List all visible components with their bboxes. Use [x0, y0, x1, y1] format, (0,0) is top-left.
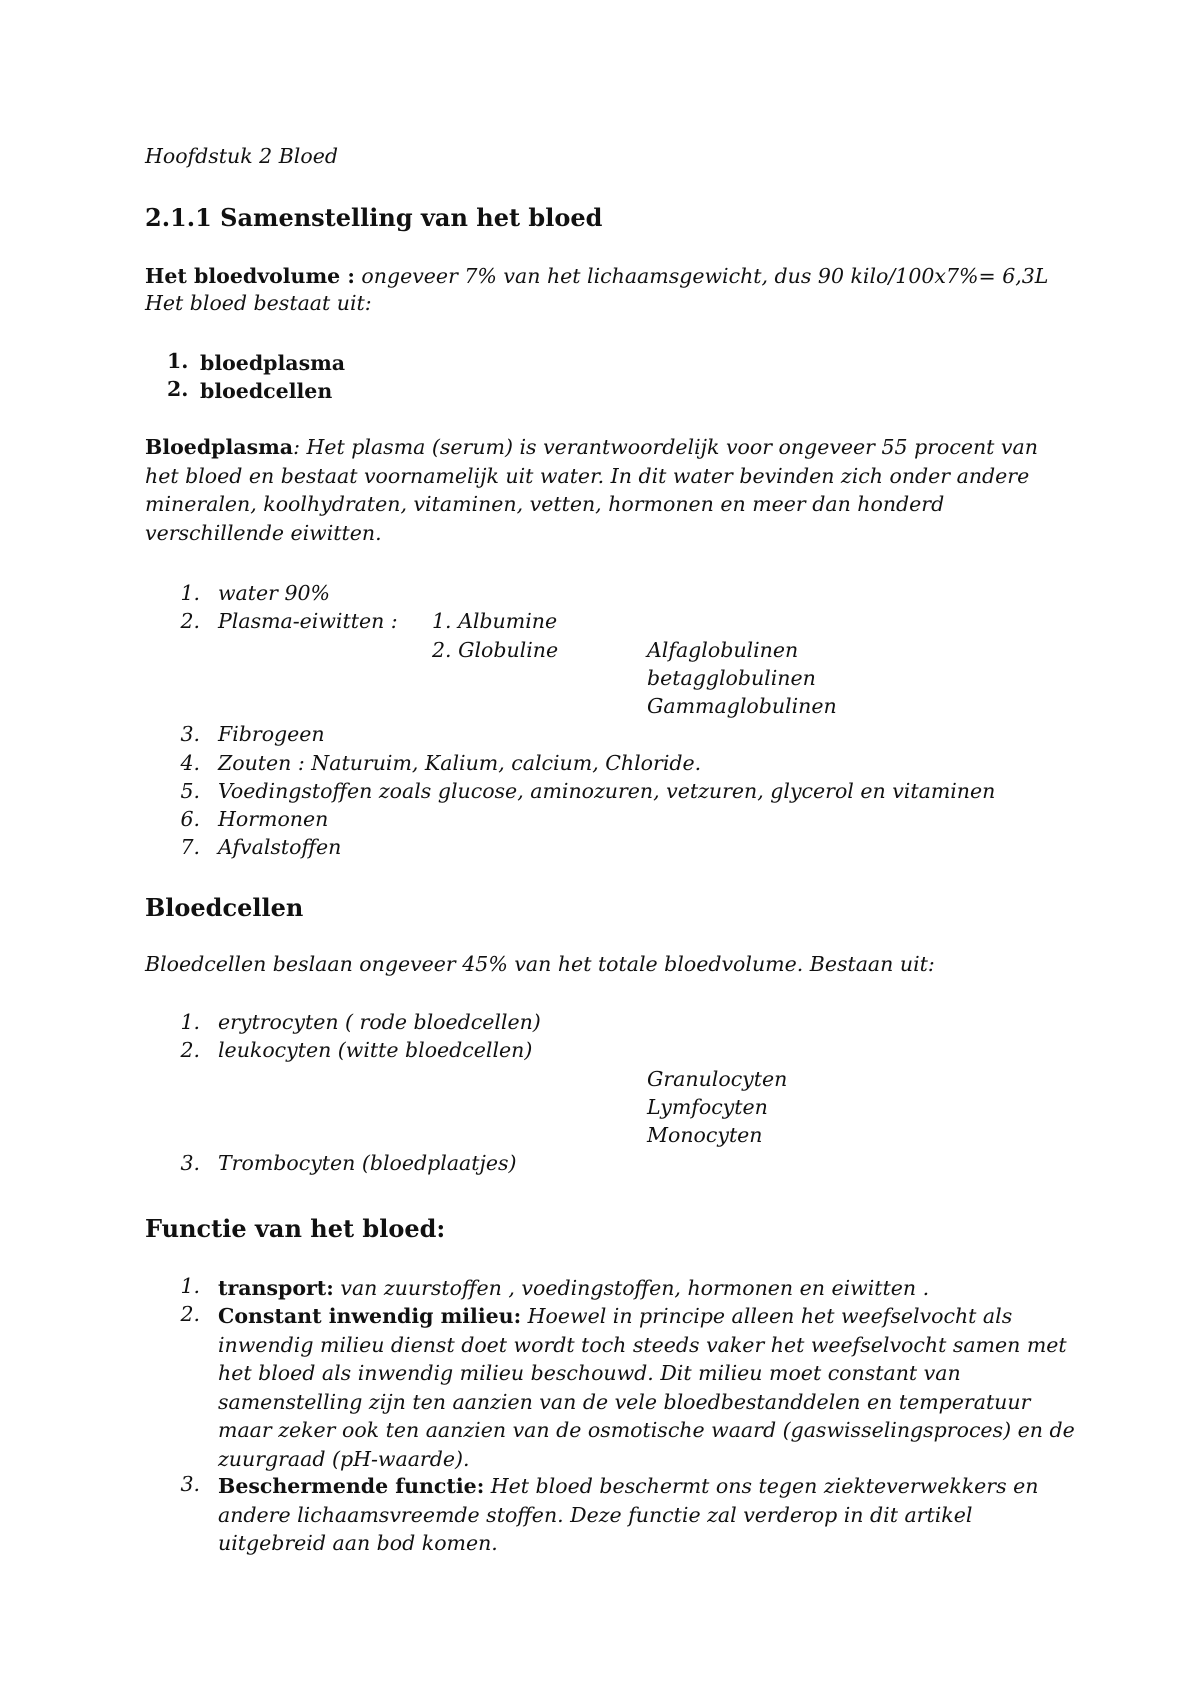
list-item: bloedcellen [200, 379, 333, 403]
list-item: Zouten : Naturuim, Kalium, calcium, Chloride. [218, 751, 702, 775]
list-number: 1. [167, 349, 189, 373]
list-item [218, 1472, 1078, 1558]
function-label: transport: [218, 1276, 334, 1300]
list-number: 2. [180, 1038, 200, 1062]
list-item: Fibrogeen [218, 722, 325, 746]
plasma-text: : Het plasma (serum) is verantwoordelijk voor ongeveer 55 procent van het bloed en bestaat voornamelijk uit water. In dit water bevinden zich onder andere mineralen, koolhydraten, vitaminen, vetten, hormonen en meer dan honderd verschillende eiwitten. [145, 435, 1038, 545]
list-item [218, 1274, 1078, 1303]
list-number: 1. [180, 1010, 200, 1034]
chapter-title: Hoofdstuk 2 Bloed [145, 144, 338, 168]
list-item: Hormonen [218, 807, 329, 831]
list-item: Plasma-eiwitten : [218, 609, 398, 633]
list-number: 2. [180, 1302, 200, 1326]
volume-line-2: Het bloed bestaat uit: [145, 291, 372, 315]
function-label: Constant inwendig milieu: [218, 1304, 522, 1328]
volume-label: Het bloedvolume : [145, 264, 355, 288]
globulin-type: Gammaglobulinen [647, 694, 837, 718]
section-heading: 2.1.1 Samenstelling van het bloed [145, 203, 603, 232]
list-number: 3. [180, 1151, 200, 1175]
function-heading: Functie van het bloed: [145, 1214, 446, 1243]
list-item: leukocyten (witte bloedcellen) [218, 1038, 533, 1062]
leukocyte-type: Monocyten [647, 1123, 763, 1147]
list-number: 3. [180, 722, 200, 746]
list-number: 6. [180, 807, 200, 831]
list-item: Voedingstoffen zoals glucose, aminozuren, vetzuren, glycerol en vitaminen [218, 779, 996, 803]
list-item: Afvalstoffen [218, 835, 342, 859]
leukocyte-type: Lymfocyten [647, 1095, 768, 1119]
list-number: 1. [180, 1274, 200, 1298]
cells-intro: Bloedcellen beslaan ongeveer 45% van het totale bloedvolume. Bestaan uit: [145, 952, 935, 976]
function-text: Het bloed beschermt ons tegen ziekteverwekkers en andere lichaamsvreemde stoffen. Deze functie zal verderop in dit artikel uitgebreid aan bod komen. [218, 1474, 1039, 1555]
list-number: 4. [180, 751, 200, 775]
list-item: erytrocyten ( rode bloedcellen) [218, 1010, 541, 1034]
list-number: 2. [167, 377, 189, 401]
leukocyte-type: Granulocyten [647, 1067, 788, 1091]
list-item: Trombocyten (bloedplaatjes) [218, 1151, 517, 1175]
function-text: van zuurstoffen , voedingstoffen, hormonen en eiwitten . [333, 1276, 930, 1300]
list-number: 2. [180, 609, 200, 633]
list-item: water 90% [218, 581, 331, 605]
list-item: bloedplasma [200, 351, 346, 375]
volume-line [145, 262, 1048, 291]
list-item [218, 1302, 1078, 1473]
function-label: Beschermende functie: [218, 1474, 485, 1498]
volume-text: ongeveer 7% van het lichaamsgewicht, dus 90 kilo/100x7%= 6,3L [354, 264, 1049, 288]
list-number: 3. [180, 1472, 200, 1496]
list-number: 5. [180, 779, 200, 803]
sub-item-globuline: 2. Globuline [432, 638, 559, 662]
globulin-type: betagglobulinen [647, 666, 816, 690]
list-number: 7. [180, 835, 200, 859]
cells-heading: Bloedcellen [145, 893, 304, 922]
sub-item-albumine: 1. Albumine [432, 609, 558, 633]
plasma-label: Bloedplasma [145, 435, 294, 459]
plasma-paragraph [145, 433, 1045, 547]
globulin-type: Alfaglobulinen [647, 638, 799, 662]
list-number: 1. [180, 581, 200, 605]
function-text: Hoewel in principe alleen het weefselvocht als inwendig milieu dienst doet wordt toch steeds vaker het weefselvocht samen met het bloed als inwendig milieu beschouwd. Dit milieu moet constant van samenstelling zijn ten aanzien van de vele bloedbestanddelen en temperatuur maar zeker ook ten aanzien van de osmotische waard (gaswisselingsproces) en de zuurgraad (pH-waarde). [218, 1304, 1075, 1471]
